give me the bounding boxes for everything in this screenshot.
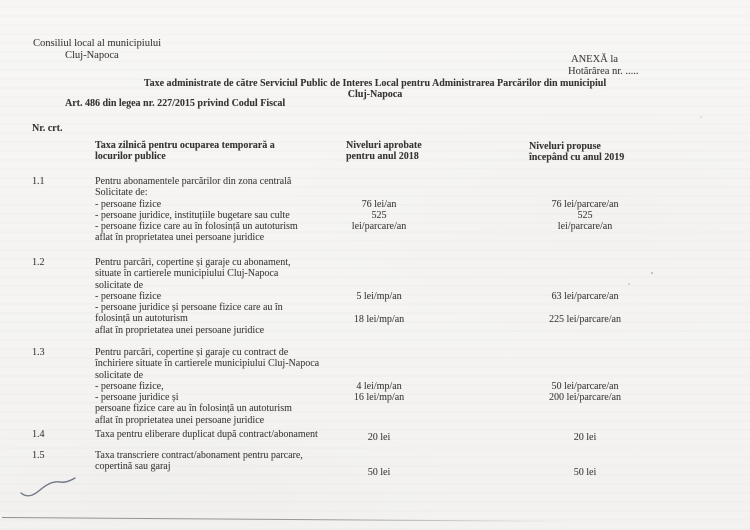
description-line: Pentru abonamentele parcărilor din zona centrală xyxy=(95,176,292,187)
description-line: solicitate de xyxy=(95,279,144,291)
value-line: 50 lei xyxy=(367,466,391,478)
values-2019 xyxy=(435,176,735,244)
value-line: 50 lei/parcare/an xyxy=(551,380,619,392)
row-description xyxy=(95,450,323,473)
value-line: 50 lei xyxy=(573,466,597,478)
description-line: Pentru parcări, copertine și garaje cu contract de xyxy=(95,347,289,358)
description-line: - persoane juridice și persoane fizice care au în xyxy=(95,302,283,314)
row-number: 1.3 xyxy=(32,347,45,358)
value-line: 525 xyxy=(577,209,593,221)
row-description xyxy=(95,176,323,244)
value-line: lei/parcare/an xyxy=(557,221,613,233)
table-row-1.3 xyxy=(32,347,735,426)
description-line: persoane fizice care au în folosință un autoturism xyxy=(95,403,292,415)
description-line: închiriere situate în cartierele municipiului Cluj-Napoca xyxy=(95,358,320,370)
value-line: 18 lei/mp/an xyxy=(353,313,405,325)
description-line: - persoane juridice și xyxy=(95,392,179,404)
description-line: aflat în proprietatea unei persoane juridice xyxy=(95,414,265,426)
letterhead-line2: Cluj-Napoca xyxy=(65,50,119,61)
value-line: 16 lei/mp/an xyxy=(353,392,405,404)
scan-edge-line xyxy=(2,517,570,522)
column-header-2019-line1: Niveluri propuse xyxy=(529,141,601,152)
row-number: 1.5 xyxy=(32,450,45,461)
table-row-1.2 xyxy=(32,257,735,336)
value-line: 525 xyxy=(371,209,387,221)
value-line: 20 lei xyxy=(367,432,391,444)
values-2018 xyxy=(323,176,435,244)
column-header-2018-line1: Niveluri aprobate xyxy=(346,140,422,151)
column-header-description-line1: Taxa zilnică pentru ocuparea temporară a xyxy=(95,140,275,151)
column-header-description-line2: locurilor publice xyxy=(95,151,166,163)
description-line: - persoane fizice, xyxy=(95,380,164,392)
values-2019 xyxy=(435,429,735,444)
column-header-2019-line2: începând cu anul 2019 xyxy=(529,152,625,164)
description-line: folosință un autoturism xyxy=(95,313,188,325)
row-number: 1.1 xyxy=(32,176,45,187)
description-line: Pentru parcări, copertine și garaje cu abonament, xyxy=(95,257,291,268)
document-title-line1: Taxe administrate de către Serviciul Public de Interes Local pentru Administrarea Parcărilor din municipiul xyxy=(143,78,607,89)
description-line: aflat în proprietatea unei persoane juridice xyxy=(95,232,265,244)
value-line: 76 lei/an xyxy=(361,198,397,210)
value-line: lei/parcare/an xyxy=(351,221,407,233)
annex-label: ANEXĂ la xyxy=(571,54,618,65)
table-row-1.4 xyxy=(32,429,735,444)
values-2018 xyxy=(323,257,435,336)
value-line: 63 lei/parcare/an xyxy=(551,290,619,302)
scan-speck xyxy=(651,272,653,274)
values-2018 xyxy=(323,429,435,444)
scan-speck xyxy=(628,283,630,285)
values-2018 xyxy=(323,450,435,478)
handwritten-squiggle xyxy=(18,472,80,502)
description-line: Taxa transcriere contract/abonament pentru parcare, xyxy=(95,450,303,461)
value-line: 225 lei/parcare/an xyxy=(549,313,621,325)
description-line: - persoane fizice xyxy=(95,290,162,302)
description-line: - persoane fizice xyxy=(95,198,162,210)
annex-decision-number: Hotărârea nr. ..... xyxy=(568,66,639,77)
legal-reference: Art. 486 din legea nr. 227/2015 privind Codul Fiscal xyxy=(65,98,286,109)
description-line: - persoane juridice, instituțiile bugetare sau culte xyxy=(95,209,290,221)
values-2018 xyxy=(323,347,435,426)
values-2019 xyxy=(435,347,735,426)
description-line: aflat în proprietatea unei persoane juridice xyxy=(95,324,265,336)
row-number: 1.2 xyxy=(32,257,45,268)
letterhead-line1: Consiliul local al municipiului xyxy=(33,38,162,49)
column-header-2018-line2: pentru anul 2018 xyxy=(346,151,419,163)
values-2019 xyxy=(435,450,735,478)
column-header-2019 xyxy=(529,141,624,164)
column-header-description xyxy=(95,140,275,163)
row-description xyxy=(95,429,323,440)
description-line: copertină sau garaj xyxy=(95,461,171,473)
value-line: 20 lei xyxy=(573,432,597,444)
document-title-line2: Cluj-Napoca xyxy=(347,89,403,100)
value-line: 5 lei/mp/an xyxy=(356,290,402,302)
description-line: Taxa pentru eliberare duplicat după contract/abonament xyxy=(95,429,318,440)
row-description xyxy=(95,257,323,336)
values-2019 xyxy=(435,257,735,336)
column-header-row-number: Nr. crt. xyxy=(32,123,63,134)
description-line: Solicitate de: xyxy=(95,187,148,199)
value-line: 76 lei/parcare/an xyxy=(551,198,619,210)
description-line: - persoane fizice care au în folosință un autoturism xyxy=(95,221,298,233)
table-row-1.1 xyxy=(32,176,735,244)
column-header-2018 xyxy=(346,140,422,163)
table-row-1.5 xyxy=(32,450,735,478)
scan-speck xyxy=(700,116,702,118)
value-line: 200 lei/parcare/an xyxy=(549,392,621,404)
row-description xyxy=(95,347,323,426)
row-number: 1.4 xyxy=(32,429,45,440)
description-line: situate în cartierele municipiului Cluj-Napoca xyxy=(95,268,279,280)
description-line: solicitate de xyxy=(95,369,144,381)
value-line: 4 lei/mp/an xyxy=(356,380,402,392)
